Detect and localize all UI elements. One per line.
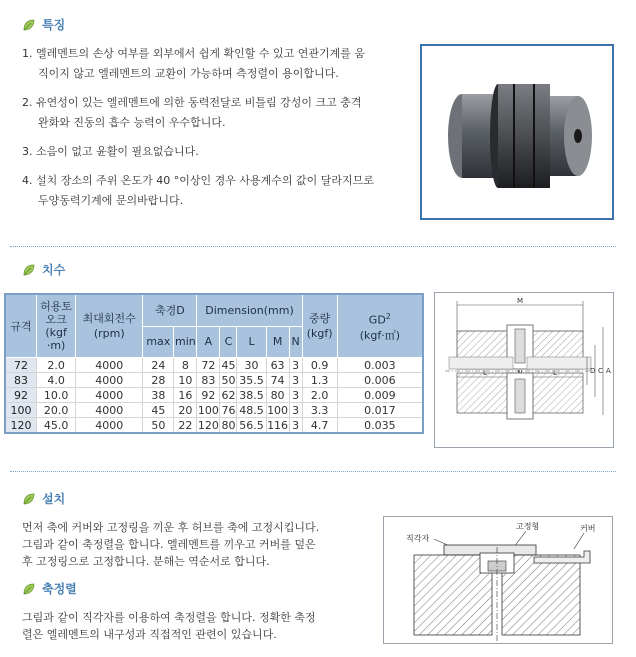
installation-text: 먼저 축에 커버와 고정링을 끼운 후 허브를 축에 고정시킵니다. 그림과 같이 축정렬을 합니다. 엘레멘트를 끼우고 커버를 덮은 후 고정링으로 고정합니다. 분해는 역순서로 합니다. — [22, 521, 320, 568]
th-bore: 축경D — [143, 294, 197, 326]
leaf-icon — [22, 582, 36, 596]
table-row: 83 4.0 4000 28 10 83 50 35.5 74 3 1.3 0.006 — [5, 373, 423, 388]
dimension-drawing — [434, 292, 614, 448]
alignment-title: 축정렬 — [42, 582, 77, 596]
th-code: 규격 — [5, 294, 37, 358]
th-dim-c: C — [220, 326, 237, 358]
leaf-icon — [22, 492, 36, 506]
feature-item: 1. 엘레멘트의 손상 여부를 외부에서 쉽게 확인할 수 있고 연관기계를 움 직이지 않고 엘레멘트의 교환이 가능하며 측정렬이 용이합니다. — [22, 47, 365, 80]
section-divider — [10, 471, 616, 472]
label-a: A — [606, 367, 611, 375]
th-dim-l: L — [237, 326, 266, 358]
feature-item: 2. 유연성이 있는 엘레멘트에 의한 동력전달로 비틀림 강성이 크고 충격 완화와 진동의 흡수 능력이 우수합니다. — [22, 96, 362, 129]
label-straightedge: 직각자 — [406, 534, 430, 543]
table-row: 100 20.0 4000 45 20 100 76 48.5 100 3 3.3 0.017 — [5, 403, 423, 418]
th-dim-m: M — [266, 326, 289, 358]
th-dimension: Dimension(mm) — [197, 294, 302, 326]
th-bore-max: max — [143, 326, 174, 358]
th-dim-n: N — [289, 326, 302, 358]
installation-drawing — [383, 516, 613, 644]
th-gd2: $GD^2$ (kgf·㎡) — [337, 294, 423, 358]
features-heading — [22, 16, 65, 33]
installation-heading — [22, 490, 65, 507]
spec-table — [4, 293, 424, 434]
th-dim-a: A — [197, 326, 220, 358]
alignment-text: 그림과 같이 직각자를 이용하여 축정렬을 합니다. 정확한 축정 렬은 엘레멘트의 내구성과 직접적인 관련이 있습니다. — [22, 611, 316, 641]
label-cover: 커버 — [580, 524, 596, 533]
leaf-icon — [22, 263, 36, 277]
label-c: C — [598, 367, 603, 375]
section-divider — [10, 246, 616, 247]
coupling-image — [422, 46, 612, 218]
alignment-heading — [22, 580, 77, 597]
feature-item: 3. 소음이 없고 윤활이 필요없습니다. — [22, 145, 199, 158]
table-row: 92 10.0 4000 38 16 92 62 38.5 80 3 2.0 0.009 — [5, 388, 423, 403]
leaf-icon — [22, 18, 36, 32]
table-row: 72 2.0 4000 24 8 72 45 30 63 3 0.9 0.003 — [5, 358, 423, 373]
th-weight: 중량 (kgf) — [302, 294, 337, 358]
features-title: 특징 — [42, 18, 66, 32]
coupling-photo — [420, 44, 614, 220]
table-row: 120 45.0 4000 50 22 120 80 56.5 116 3 4.7 0.035 — [5, 418, 423, 434]
label-m: M — [516, 297, 524, 305]
installation-title: 설치 — [42, 492, 66, 506]
th-torque: 허용토 오크 (kgf ·m) — [37, 294, 76, 358]
label-d: D — [590, 367, 596, 375]
th-rpm: 최대회전수 (rpm) — [76, 294, 143, 358]
feature-item: 4. 설치 장소의 주위 온도가 40 °이상인 경우 사용계수의 값이 달라지므로 두양동력기계에 문의바랍니다. — [22, 174, 374, 207]
features-list — [22, 44, 402, 211]
th-bore-min: min — [174, 326, 197, 358]
dimensions-title: 치수 — [42, 263, 66, 277]
label-ring: 고정형 — [516, 522, 540, 531]
dimensions-heading — [22, 261, 65, 278]
